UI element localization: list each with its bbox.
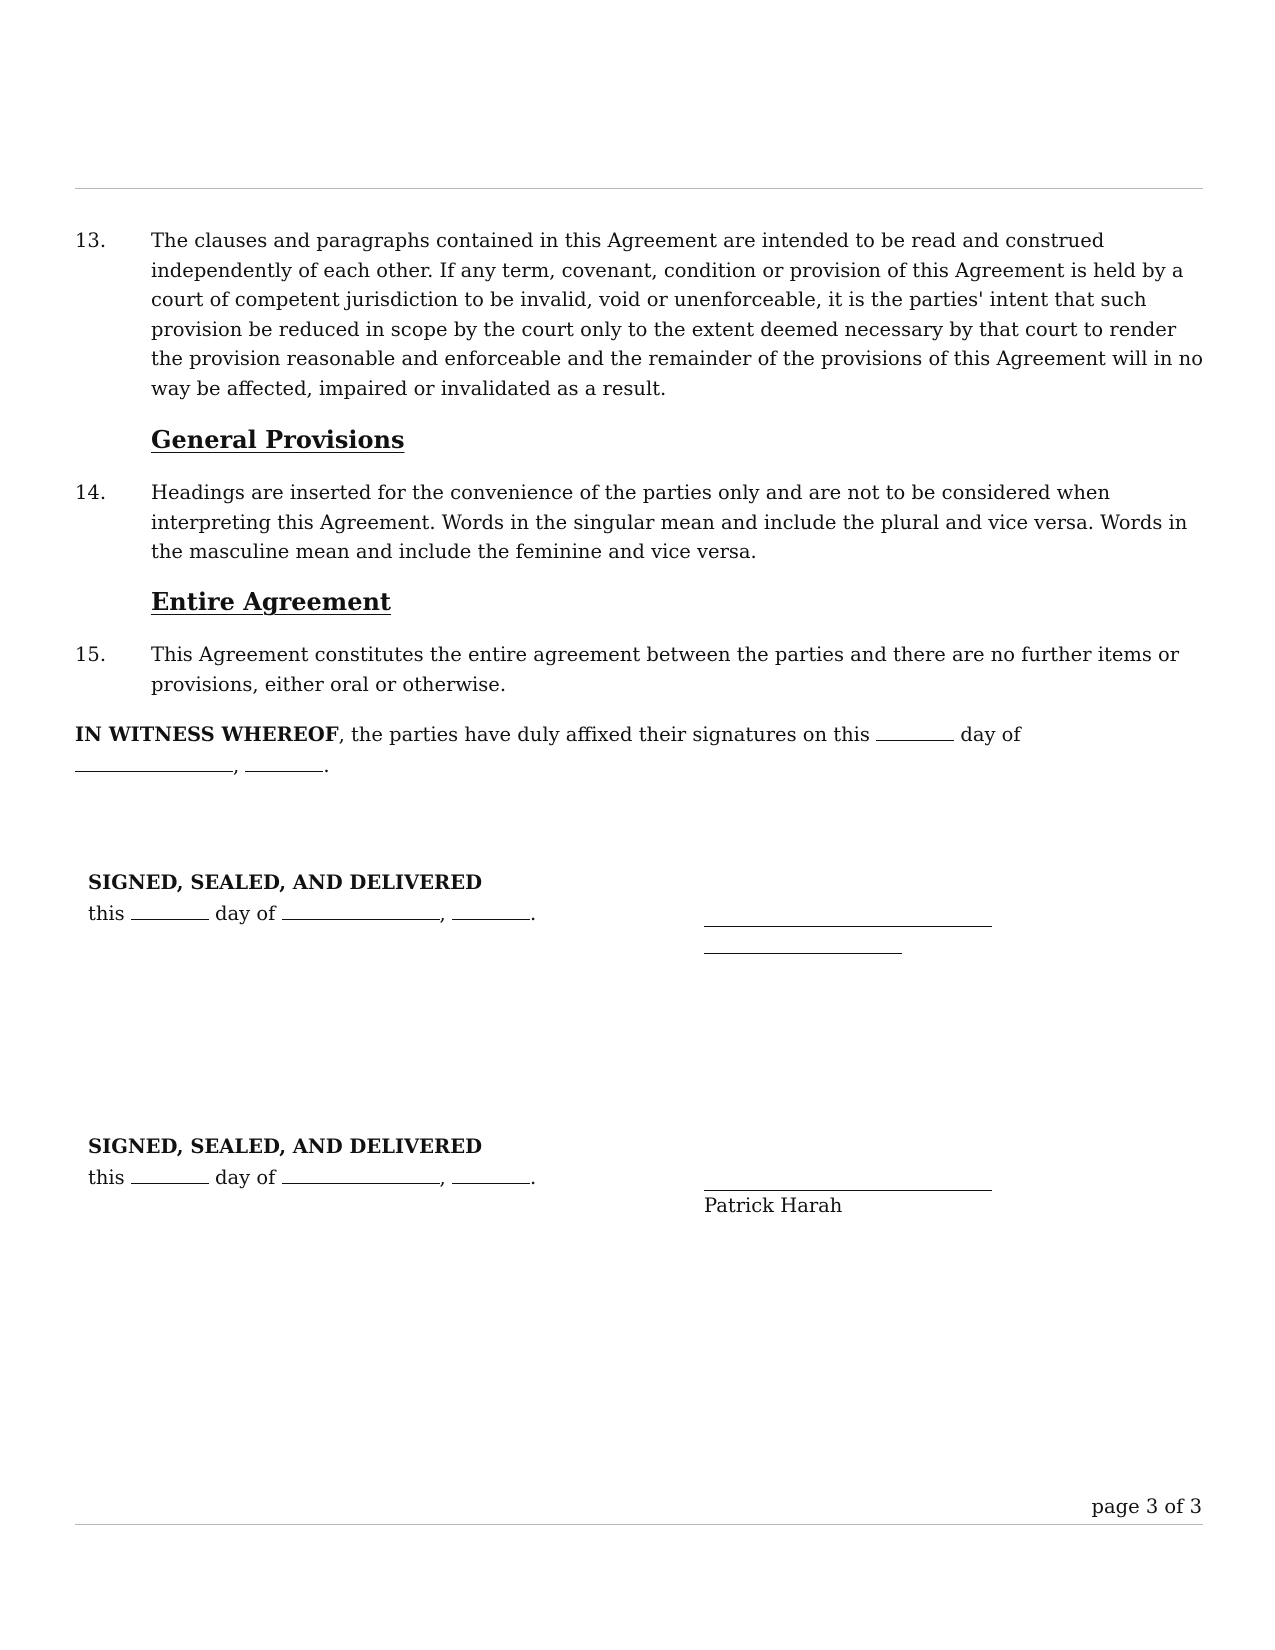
signature-block-title: SIGNED, SEALED, AND DELIVERED [88,1135,483,1158]
signer-name: Patrick Harah [704,1194,843,1217]
clause-text: Headings are inserted for the convenience of the parties only and are not to be considered when interpreting this Agreement. Words in the singular mean and include the plural and vice versa. Words in the masculine mean and include the feminine and vice versa. [151,481,1188,563]
month-blank[interactable] [75,752,233,773]
heading-entire-agreement: Entire Agreement [151,587,391,616]
day-blank[interactable] [131,1164,209,1185]
witness-lead: IN WITNESS WHEREOF [75,723,339,746]
signature-date-line: this day of , . [88,1162,536,1193]
witness-text: , the parties have duly affixed their signatures on this [338,723,870,746]
day-blank[interactable] [876,721,954,742]
clause-text: This Agreement constitutes the entire agreement between the parties and there are no further items or provisions, either oral or otherwise. [151,643,1180,696]
clause-number: 15. [75,643,107,666]
day-blank[interactable] [131,900,209,921]
clause-number: 14. [75,481,107,504]
day-of-label: day of [215,902,276,925]
year-blank[interactable] [452,900,530,921]
page-number: page 3 of 3 [1091,1495,1202,1518]
signature-block-1 [88,867,536,929]
this-label: this [88,1166,125,1189]
heading-general-provisions: General Provisions [151,425,405,454]
witness-clause: IN WITNESS WHEREOF, the parties have duly affixed their signatures on this day of , . [75,719,1205,781]
month-blank[interactable] [282,900,440,921]
signature-block-2 [88,1131,536,1193]
clause-14 [75,478,1205,567]
signature-line[interactable] [704,926,992,927]
signer-name-line[interactable] [704,953,902,954]
header-divider [75,188,1203,189]
signature-date-line: this day of , . [88,898,536,929]
witness-day-of: day of [960,723,1021,746]
this-label: this [88,902,125,925]
day-of-label: day of [215,1166,276,1189]
clause-15 [75,640,1205,699]
year-blank[interactable] [452,1164,530,1185]
year-blank[interactable] [245,752,323,773]
clause-text: The clauses and paragraphs contained in this Agreement are intended to be read and construed independently of each other. If any term, covenant, condition or provision of this Agreement is held by a court of competent jurisdiction to be invalid, void or unenforceable, it is the parties' intent that such provision be reduced in scope by the court only to the extent deemed necessary by that court to render the provision reasonable and enforceable and the remainder of the provisions of this Agreement will in no way be affected, impaired or invalidated as a result. [151,229,1203,400]
footer-divider [75,1524,1203,1525]
clause-number: 13. [75,229,107,252]
month-blank[interactable] [282,1164,440,1185]
signature-block-title: SIGNED, SEALED, AND DELIVERED [88,871,483,894]
clause-13 [75,226,1205,403]
